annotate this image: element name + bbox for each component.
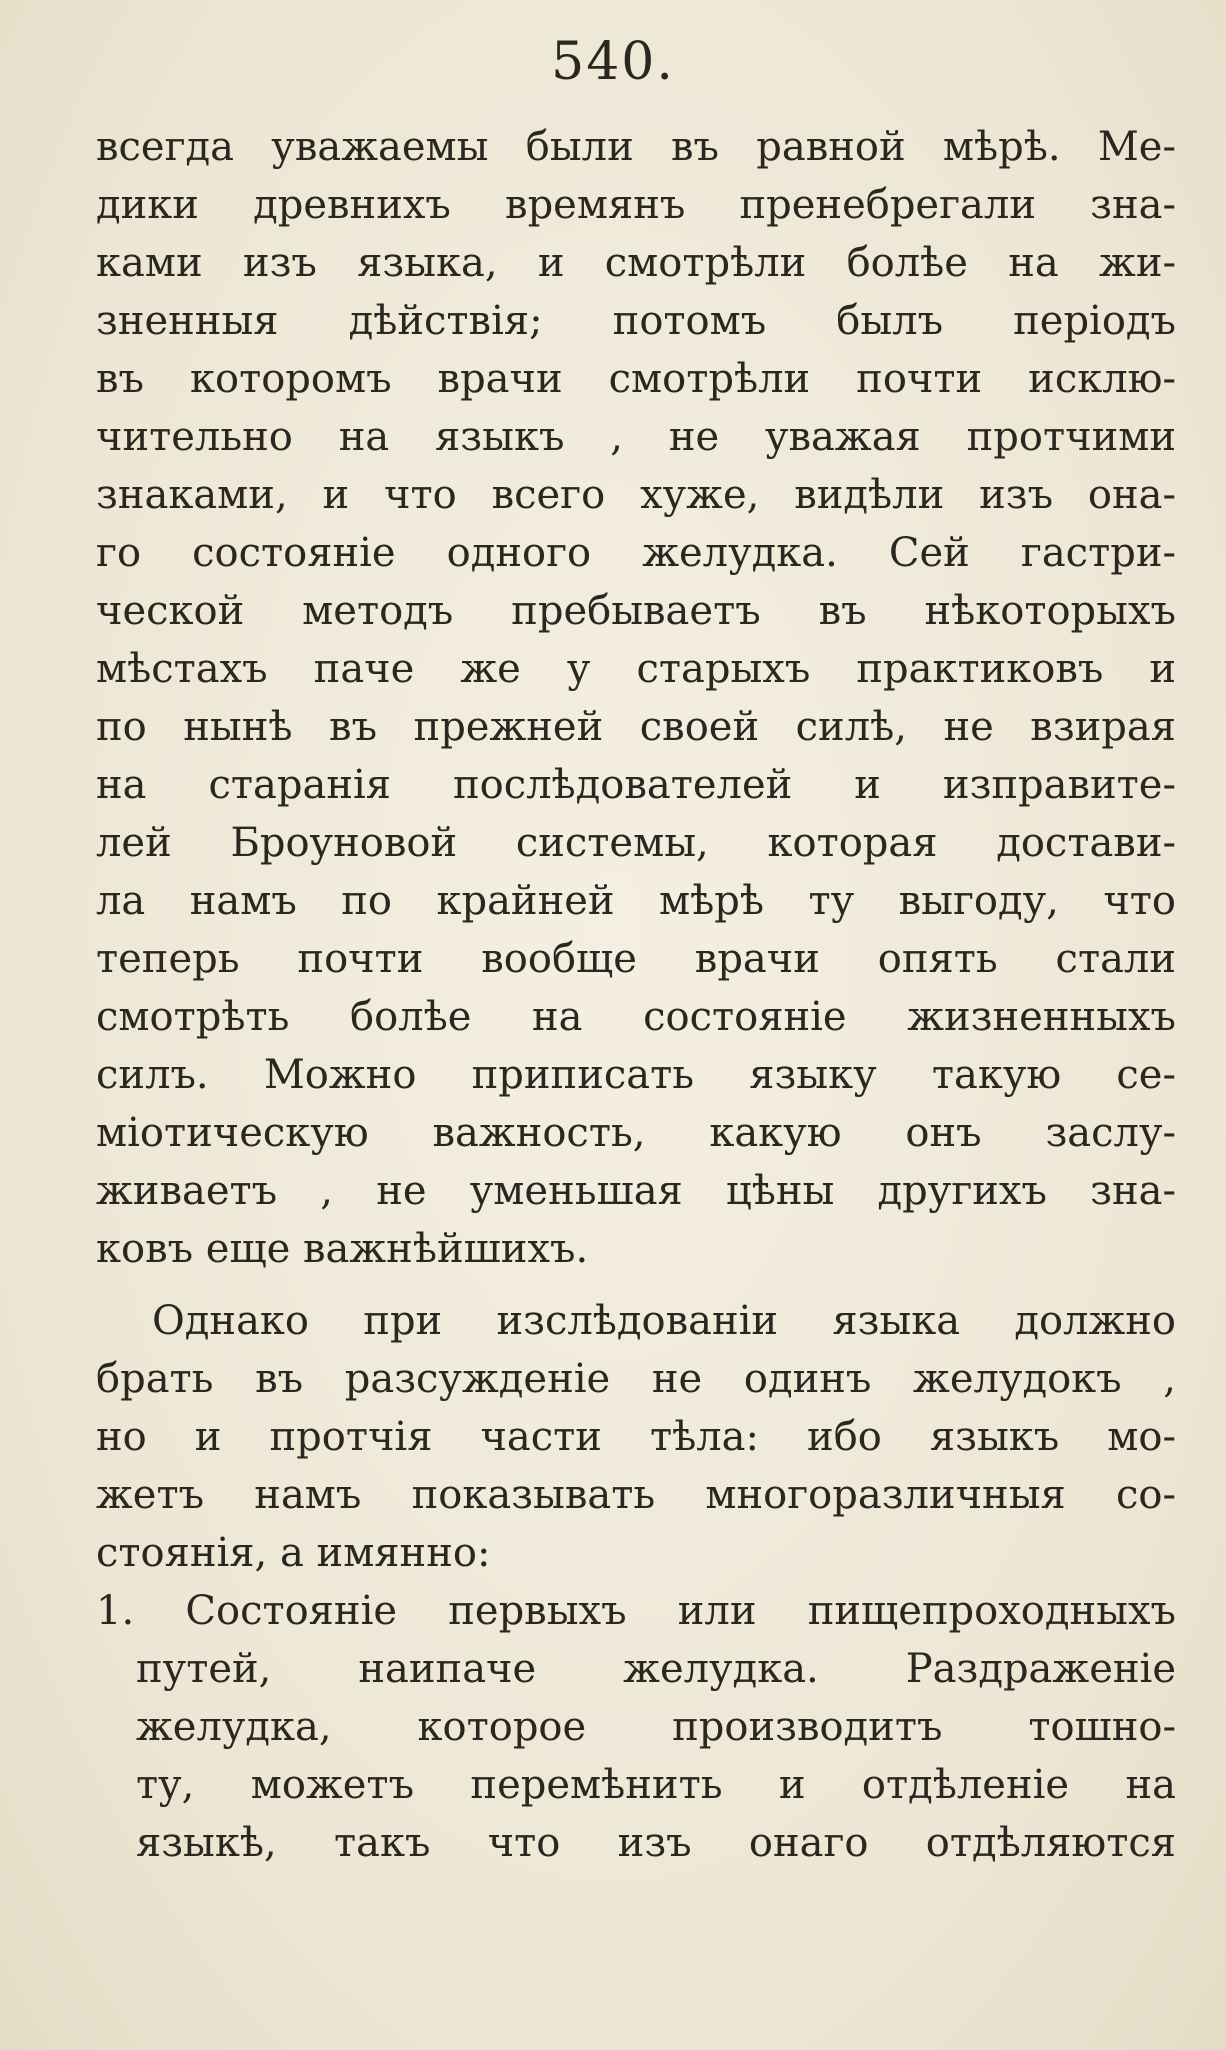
- text-line: чительно на языкъ , не уважая протчими: [96, 414, 1176, 460]
- text-line: мѣстахъ паче же у старыхъ практиковъ и: [96, 646, 1176, 692]
- text-line: теперь почти вообще врачи опять стали: [96, 936, 1176, 982]
- text-line: дики древнихъ времянъ пренебрегали зна-: [96, 182, 1176, 228]
- text-line: на старанія послѣдователей и изправите-: [96, 762, 1176, 808]
- text-line: знаками, и что всего хуже, видѣли изъ она-: [96, 472, 1176, 518]
- text-line: ту, можетъ перемѣнить и отдѣленіе на: [136, 1762, 1176, 1808]
- text-line: зненныя дѣйствія; потомъ былъ періодъ: [96, 298, 1176, 344]
- paragraph-gap: [96, 1278, 1176, 1292]
- text-line: по нынѣ въ прежней своей силѣ, не взирая: [96, 704, 1176, 750]
- text-line: языкѣ, такъ что изъ онаго отдѣляются: [136, 1820, 1176, 1866]
- text-line: стоянія, а имянно:: [96, 1530, 491, 1576]
- text-line: ла намъ по крайней мѣрѣ ту выгоду, что: [96, 878, 1176, 924]
- text-line: жетъ намъ показывать многоразличныя со-: [96, 1472, 1176, 1518]
- text-line: го состояніе одного желудка. Сей гастри-: [96, 530, 1176, 576]
- text-line: путей, наипаче желудка. Раздраженіе: [136, 1646, 1176, 1692]
- page-number: 540.: [551, 32, 675, 92]
- text-line: ками изъ языка, и смотрѣли болѣе на жи-: [96, 240, 1176, 286]
- text-line: всегда уважаемы были въ равной мѣрѣ. Ме-: [96, 124, 1176, 170]
- text-line: въ которомъ врачи смотрѣли почти исклю-: [96, 356, 1176, 402]
- text-line: брать въ разсужденіе не одинъ желудокъ ,: [96, 1356, 1176, 1402]
- text-line: но и протчія части тѣла: ибо языкъ мо-: [96, 1414, 1176, 1460]
- text-line: ковъ еще важнѣйшихъ.: [96, 1226, 589, 1272]
- text-line: желудка, которое производитъ тошно-: [136, 1704, 1176, 1750]
- text-line: ческой методъ пребываетъ въ нѣкоторыхъ: [96, 588, 1176, 634]
- text-line: 1. Состояніе первыхъ или пищепроходныхъ: [96, 1588, 1176, 1634]
- text-line: живаетъ , не уменьшая цѣны другихъ зна-: [96, 1168, 1176, 1214]
- text-line: силъ. Можно приписать языку такую се-: [96, 1052, 1176, 1098]
- text-line: Однако при изслѣдованіи языка должно: [152, 1298, 1176, 1344]
- text-line: смотрѣть болѣе на состояніе жизненныхъ: [96, 994, 1176, 1040]
- page-text: [96, 118, 1176, 1872]
- text-line: міотическую важность, какую онъ заслу-: [96, 1110, 1176, 1156]
- text-line: лей Броуновой системы, которая достави-: [96, 820, 1176, 866]
